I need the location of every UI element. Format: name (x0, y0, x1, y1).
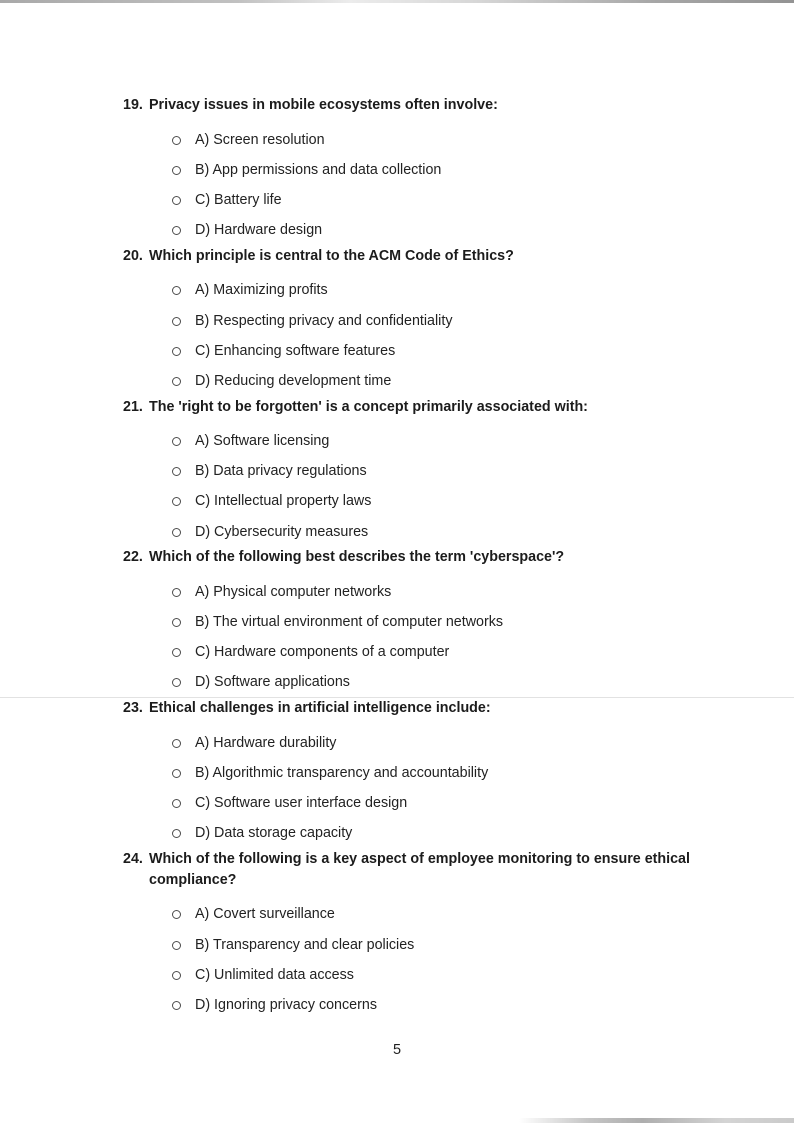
option-text: D) Hardware design (195, 222, 323, 239)
radio-circle-icon (172, 136, 181, 145)
radio-circle-icon (172, 347, 181, 356)
radio-circle-icon (172, 1001, 181, 1010)
radio-circle-icon (172, 678, 181, 687)
option-text: B) Respecting privacy and confidentiality (195, 312, 453, 329)
question-20 (123, 246, 694, 397)
option-text: A) Hardware durability (195, 734, 337, 751)
option-row (123, 930, 694, 960)
options-list (123, 577, 694, 698)
question-number: 19. (123, 97, 143, 113)
question-number: 21. (123, 398, 143, 415)
option-row (123, 668, 694, 698)
options-list (123, 276, 694, 397)
question-text: Which of the following best describes the term 'cyberspace'? (149, 549, 565, 566)
radio-circle-icon (172, 799, 181, 808)
options-list (123, 900, 694, 1021)
radio-circle-icon (172, 739, 181, 748)
option-row (123, 306, 694, 336)
option-row (123, 366, 694, 396)
radio-circle-icon (172, 377, 181, 386)
options-list (123, 728, 694, 849)
option-text: D) Cybersecurity measures (195, 523, 369, 540)
option-row (123, 457, 694, 487)
radio-circle-icon (172, 648, 181, 657)
radio-circle-icon (172, 497, 181, 506)
question-text: Which of the following is a key aspect of employee monitoring to ensure ethical compliance? (149, 850, 690, 888)
option-row (123, 155, 694, 185)
radio-circle-icon (172, 467, 181, 476)
option-text: A) Software licensing (195, 433, 330, 450)
option-text: C) Unlimited data access (195, 966, 354, 983)
options-list (123, 125, 694, 246)
question-number: 24. (123, 850, 143, 867)
scan-artifact-top-edge (0, 0, 794, 3)
option-row (123, 607, 694, 637)
option-row (123, 125, 694, 155)
question-header (123, 397, 694, 418)
option-text: C) Intellectual property laws (195, 493, 372, 510)
option-row (123, 185, 694, 215)
radio-circle-icon (172, 618, 181, 627)
option-text: D) Data storage capacity (195, 825, 353, 842)
option-row (123, 990, 694, 1020)
option-text: D) Software applications (195, 674, 350, 691)
option-row (123, 758, 694, 788)
question-19 (123, 95, 694, 246)
option-text: B) The virtual environment of computer networks (195, 614, 504, 631)
radio-circle-icon (172, 166, 181, 175)
radio-circle-icon (172, 941, 181, 950)
question-header (123, 849, 694, 891)
option-row (123, 336, 694, 366)
option-text: B) App permissions and data collection (195, 161, 442, 178)
radio-circle-icon (172, 910, 181, 919)
question-number: 22. (123, 549, 143, 566)
option-text: A) Screen resolution (195, 131, 325, 148)
radio-circle-icon (172, 769, 181, 778)
exam-questions-section (123, 95, 694, 1021)
option-text: D) Reducing development time (195, 372, 392, 389)
option-text: C) Hardware components of a computer (195, 644, 450, 661)
radio-circle-icon (172, 196, 181, 205)
option-row (123, 900, 694, 930)
radio-circle-icon (172, 317, 181, 326)
radio-circle-icon (172, 286, 181, 295)
option-row (123, 216, 694, 246)
question-23 (123, 698, 694, 849)
question-number: 23. (123, 700, 143, 716)
option-text: B) Transparency and clear policies (195, 936, 415, 953)
option-text: B) Data privacy regulations (195, 463, 367, 480)
question-text: The 'right to be forgotten' is a concept primarily associated with: (149, 398, 588, 415)
question-header (123, 246, 694, 267)
option-text: A) Covert surveillance (195, 906, 335, 923)
question-24 (123, 849, 694, 1021)
option-row (123, 487, 694, 517)
option-row (123, 638, 694, 668)
option-row (123, 276, 694, 306)
option-text: B) Algorithmic transparency and accountability (195, 764, 489, 781)
option-row (123, 819, 694, 849)
option-row (123, 427, 694, 457)
option-text: A) Physical computer networks (195, 583, 392, 600)
question-header (123, 547, 694, 568)
option-row (123, 728, 694, 758)
radio-circle-icon (172, 437, 181, 446)
radio-circle-icon (172, 588, 181, 597)
question-text: Privacy issues in mobile ecosystems often involve: (149, 97, 498, 113)
question-text: Ethical challenges in artificial intelligence include: (149, 700, 491, 716)
option-text: A) Maximizing profits (195, 282, 328, 299)
scan-artifact-bottom-smudge (519, 1118, 794, 1123)
option-row (123, 960, 694, 990)
question-header (123, 95, 694, 116)
radio-circle-icon (172, 971, 181, 980)
options-list (123, 427, 694, 548)
radio-circle-icon (172, 528, 181, 537)
page-number: 5 (392, 1042, 402, 1058)
radio-circle-icon (172, 829, 181, 838)
question-header (123, 698, 694, 719)
radio-circle-icon (172, 226, 181, 235)
option-row (123, 577, 694, 607)
option-text: C) Battery life (195, 191, 282, 208)
option-text: C) Software user interface design (195, 794, 408, 811)
question-text: Which principle is central to the ACM Code of Ethics? (149, 247, 514, 264)
question-number: 20. (123, 247, 143, 264)
option-text: C) Enhancing software features (195, 342, 396, 359)
question-22 (123, 547, 694, 698)
option-row (123, 788, 694, 818)
option-row (123, 517, 694, 547)
question-21 (123, 397, 694, 548)
option-text: D) Ignoring privacy concerns (195, 996, 377, 1013)
